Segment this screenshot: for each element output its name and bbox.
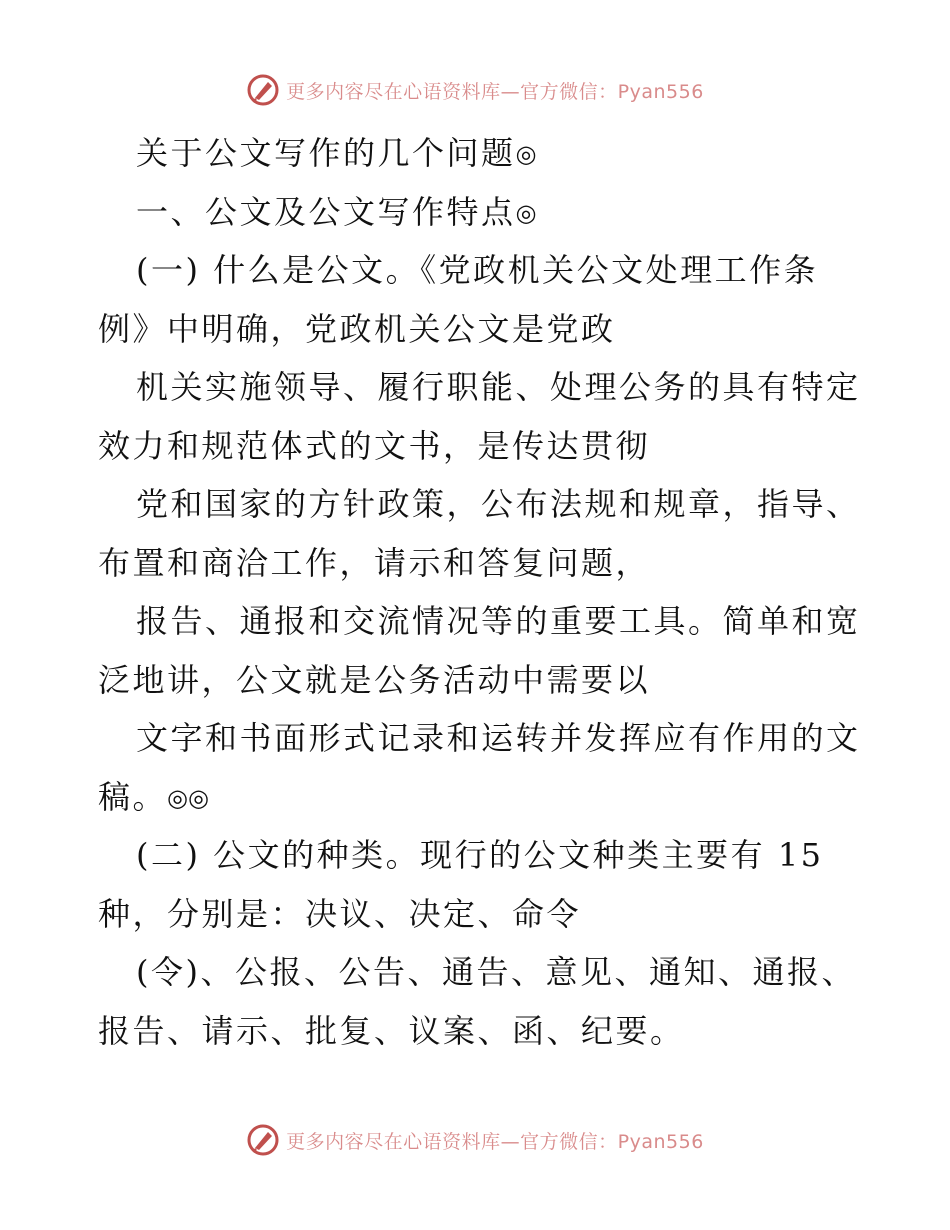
watermark-text: 更多内容尽在心语资料库—官方微信：Pyan556 [286, 1130, 704, 1153]
paragraph-line: 党和国家的方针政策，公布法规和规章，指导、 [136, 485, 861, 523]
paragraph-line: (令)、公报、公告、通告、意见、通知、通报、 [136, 953, 856, 991]
inline-mark: ◎◎ [167, 783, 209, 812]
footer-watermark [0, 1120, 950, 1160]
inline-mark: ◎ [515, 140, 537, 168]
paragraph-line: 效力和规范体式的文书，是传达贯彻 [98, 426, 651, 465]
pen-nib-logo-icon [246, 1123, 280, 1157]
paragraph-line: 一、公文及公文写作特点◎ [136, 192, 537, 231]
paragraph-line: (二) 公文的种类。现行的公文种类主要有 15 [136, 836, 824, 874]
paragraph-line: 稿。◎◎ [98, 777, 209, 816]
paragraph-line: 泛地讲，公文就是公务活动中需要以 [98, 660, 651, 699]
inline-mark: ◎ [515, 198, 537, 227]
header-watermark [0, 70, 950, 110]
paragraph-line: (一) 什么是公文。《党政机关公文处理工作条 [136, 251, 819, 289]
paragraph-line: 种，分别是：决议、决定、命令 [98, 894, 582, 933]
paragraph-line: 文字和书面形式记录和运转并发挥应有作用的文 [136, 719, 861, 757]
watermark-text: 更多内容尽在心语资料库—官方微信：Pyan556 [286, 80, 704, 103]
paragraph-line: 机关实施领导、履行职能、处理公务的具有特定 [136, 368, 861, 406]
paragraph-line: 报告、请示、批复、议案、函、纪要。 [98, 1011, 685, 1050]
pen-nib-logo-icon [246, 73, 280, 107]
document-body [98, 124, 861, 1060]
paragraph-line: 布置和商洽工作，请示和答复问题， [98, 543, 651, 582]
paragraph-line: 关于公文写作的几个问题◎ [136, 134, 537, 172]
paragraph-line: 报告、通报和交流情况等的重要工具。简单和宽 [136, 602, 861, 640]
paragraph-line: 例》中明确，党政机关公文是党政 [98, 309, 616, 348]
